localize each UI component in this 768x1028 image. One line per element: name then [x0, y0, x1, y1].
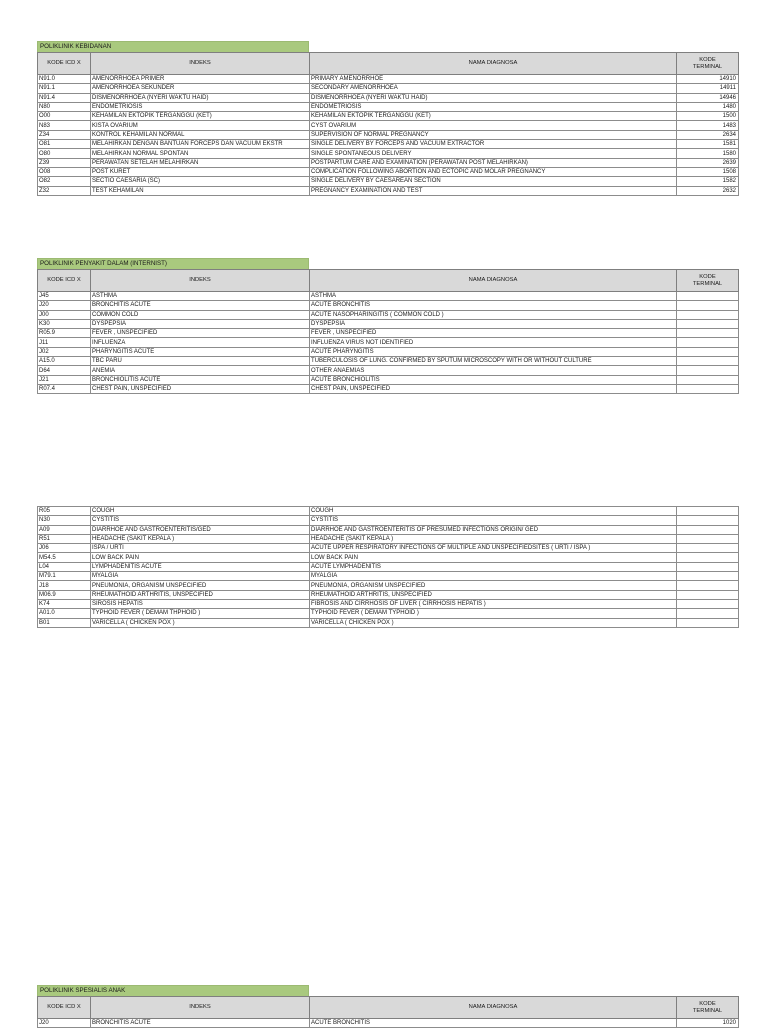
cell-nama-diagnosa: CYSTITIS: [310, 516, 677, 525]
cell-nama-diagnosa: ACUTE UPPER RESPIRATORY INFECTIONS OF MULTIPLE AND UNSPECIFIEDSITES ( URTI / ISPA ): [310, 544, 677, 553]
table-row: [38, 534, 739, 543]
cell-kode-terminal: [677, 562, 739, 571]
cell-kode-icd: Z39: [38, 158, 91, 167]
col-header-kode-terminal: KODE TERMINAL: [677, 53, 739, 75]
cell-indeks: MELAHIRKAN NORMAL SPONTAN: [91, 149, 310, 158]
cell-nama-diagnosa: ACUTE BRONCHITIS: [310, 1019, 677, 1028]
cell-indeks: VARICELLA ( CHICKEN POX ): [91, 618, 310, 627]
cell-indeks: KISTA OVARIUM: [91, 121, 310, 130]
cell-indeks: PNEUMONIA, ORGANISM UNSPECIFIED: [91, 581, 310, 590]
table-row: [38, 618, 739, 627]
cell-nama-diagnosa: HEADACHE (SAKIT KEPALA ): [310, 534, 677, 543]
cell-indeks: CYSTITIS: [91, 516, 310, 525]
cell-indeks: BRONCHITIS ACUTE: [91, 1019, 310, 1028]
cell-indeks: AMENORRHOEA SEKUNDER: [91, 84, 310, 93]
cell-kode-icd: Z32: [38, 186, 91, 195]
section-penyakit-dalam-continued: [37, 506, 739, 628]
cell-indeks: INFLUENZA: [91, 338, 310, 347]
cell-indeks: BRONCHIOLITIS ACUTE: [91, 375, 310, 384]
cell-indeks: DYSPEPSIA: [91, 319, 310, 328]
cell-nama-diagnosa: CHEST PAIN, UNSPECIFIED: [310, 384, 677, 393]
header-row: [38, 997, 739, 1019]
cell-kode-terminal: [677, 516, 739, 525]
cell-kode-icd: O82: [38, 177, 91, 186]
cell-nama-diagnosa: INFLUENZA VIRUS NOT IDENTIFIED: [310, 338, 677, 347]
cell-kode-icd: J02: [38, 347, 91, 356]
cell-kode-icd: A01.0: [38, 609, 91, 618]
table-row: [38, 572, 739, 581]
cell-kode-terminal: [677, 525, 739, 534]
cell-nama-diagnosa: SUPERVISION OF NORMAL PREGNANCY: [310, 130, 677, 139]
cell-kode-icd: N91.4: [38, 93, 91, 102]
table-row: [38, 130, 739, 139]
section-title: POLIKLINIK PENYAKIT DALAM (INTERNIST): [37, 258, 309, 269]
table-row: [38, 590, 739, 599]
col-header-nama-diagnosa: NAMA DIAGNOSA: [310, 997, 677, 1019]
table-row: [38, 357, 739, 366]
cell-nama-diagnosa: FEVER , UNSPECIFIED: [310, 329, 677, 338]
table-row: [38, 338, 739, 347]
cell-kode-terminal: 1580: [677, 149, 739, 158]
cell-kode-icd: N80: [38, 102, 91, 111]
cell-kode-icd: R51: [38, 534, 91, 543]
cell-kode-terminal: [677, 319, 739, 328]
cell-kode-terminal: [677, 375, 739, 384]
header-row: [38, 270, 739, 292]
col-header-indeks: INDEKS: [91, 997, 310, 1019]
table-row: [38, 553, 739, 562]
cell-kode-icd: M06.9: [38, 590, 91, 599]
cell-indeks: PERAWATAN SETELAH MELAHIRKAN: [91, 158, 310, 167]
cell-kode-terminal: [677, 534, 739, 543]
cell-kode-terminal: [677, 366, 739, 375]
cell-kode-terminal: [677, 357, 739, 366]
cell-indeks: HEADACHE (SAKIT KEPALA ): [91, 534, 310, 543]
cell-kode-icd: J20: [38, 301, 91, 310]
table-row: [38, 384, 739, 393]
cell-kode-terminal: 1581: [677, 140, 739, 149]
cell-indeks: LYMPHADENITIS ACUTE: [91, 562, 310, 571]
cell-kode-icd: J20: [38, 1019, 91, 1028]
cell-kode-icd: J18: [38, 581, 91, 590]
cell-nama-diagnosa: PRIMARY AMENORRHOE: [310, 75, 677, 84]
cell-nama-diagnosa: FIBROSIS AND CIRRHOSIS OF LIVER ( CIRRHOSIS HEPATIS ): [310, 599, 677, 608]
table-row: [38, 292, 739, 301]
cell-nama-diagnosa: PREGNANCY EXAMINATION AND TEST: [310, 186, 677, 195]
cell-indeks: MELAHIRKAN DENGAN BANTUAN FORCEPS DAN VACUUM EKSTR: [91, 140, 310, 149]
cell-indeks: COUGH: [91, 507, 310, 516]
cell-indeks: FEVER , UNSPECIFIED: [91, 329, 310, 338]
cell-kode-icd: L04: [38, 562, 91, 571]
cell-nama-diagnosa: COUGH: [310, 507, 677, 516]
cell-kode-terminal: [677, 572, 739, 581]
table-row: [38, 507, 739, 516]
cell-indeks: KEHAMILAN EKTOPIK TERGANGGU (KET): [91, 112, 310, 121]
cell-kode-icd: N83: [38, 121, 91, 130]
cell-kode-icd: B01: [38, 618, 91, 627]
table-row: [38, 599, 739, 608]
section-spesialis-anak: [37, 985, 739, 1028]
cell-nama-diagnosa: ENDOMETRIOSIS: [310, 102, 677, 111]
table-row: [38, 149, 739, 158]
table-row: [38, 140, 739, 149]
cell-kode-terminal: [677, 301, 739, 310]
cell-nama-diagnosa: ACUTE BRONCHITIS: [310, 301, 677, 310]
cell-indeks: SIROSIS HEPATIS: [91, 599, 310, 608]
table-row: [38, 1019, 739, 1028]
cell-kode-terminal: 1582: [677, 177, 739, 186]
cell-indeks: COMMON COLD: [91, 310, 310, 319]
section-kebidanan: [37, 41, 739, 196]
table-row: [38, 158, 739, 167]
table-row: [38, 347, 739, 356]
cell-kode-icd: J06: [38, 544, 91, 553]
col-header-kode-icd: KODE ICD X: [38, 997, 91, 1019]
cell-kode-terminal: 2639: [677, 158, 739, 167]
cell-indeks: PHARYNGITIS ACUTE: [91, 347, 310, 356]
cell-indeks: DIARRHOE AND GASTROENTERITIS/GED: [91, 525, 310, 534]
col-header-kode-icd: KODE ICD X: [38, 53, 91, 75]
cell-kode-icd: M54.5: [38, 553, 91, 562]
cell-kode-terminal: [677, 618, 739, 627]
col-header-nama-diagnosa: NAMA DIAGNOSA: [310, 53, 677, 75]
cell-nama-diagnosa: DISMENORRHOEA (NYERI WAKTU HAID): [310, 93, 677, 102]
cell-nama-diagnosa: KEHAMILAN EKTOPIK TERGANGGU (KET): [310, 112, 677, 121]
cell-kode-terminal: [677, 590, 739, 599]
cell-kode-icd: O80: [38, 149, 91, 158]
table-row: [38, 75, 739, 84]
cell-indeks: DISMENORRHOEA (NYERI WAKTU HAID): [91, 93, 310, 102]
table-row: [38, 366, 739, 375]
cell-indeks: ANEMIA: [91, 366, 310, 375]
cell-kode-terminal: [677, 329, 739, 338]
cell-nama-diagnosa: TUBERCULOSIS OF LUNG. CONFIRMED BY SPUTUM MICROSCOPY WITH OR WITHOUT CULTURE: [310, 357, 677, 366]
cell-nama-diagnosa: SINGLE DELIVERY BY FORCEPS AND VACUUM EXTRACTOR: [310, 140, 677, 149]
diagnosis-table: [37, 269, 739, 394]
cell-kode-terminal: [677, 599, 739, 608]
cell-indeks: TBC PARU: [91, 357, 310, 366]
table-row: [38, 167, 739, 176]
cell-kode-icd: N91.0: [38, 75, 91, 84]
cell-kode-icd: J45: [38, 292, 91, 301]
diagnosis-table: [37, 996, 739, 1028]
table-row: [38, 102, 739, 111]
cell-nama-diagnosa: ACUTE BRONCHIOLITIS: [310, 375, 677, 384]
table-row: [38, 581, 739, 590]
table-row: [38, 84, 739, 93]
table-row: [38, 186, 739, 195]
cell-kode-icd: Z34: [38, 130, 91, 139]
cell-indeks: TEST KEHAMILAN: [91, 186, 310, 195]
cell-kode-terminal: [677, 581, 739, 590]
cell-kode-terminal: 14910: [677, 75, 739, 84]
section-penyakit-dalam: [37, 258, 739, 394]
cell-kode-terminal: [677, 310, 739, 319]
cell-kode-terminal: 2632: [677, 186, 739, 195]
table-row: [38, 301, 739, 310]
col-header-indeks: INDEKS: [91, 270, 310, 292]
diagnosis-table: [37, 52, 739, 196]
cell-nama-diagnosa: VARICELLA ( CHICKEN POX ): [310, 618, 677, 627]
table-row: [38, 319, 739, 328]
table-row: [38, 177, 739, 186]
cell-kode-icd: K74: [38, 599, 91, 608]
cell-nama-diagnosa: COMPLICATION FOLLOWING ABORTION AND ECTOPIC AND MOLAR PREGNANCY: [310, 167, 677, 176]
diagnosis-table: [37, 506, 739, 628]
cell-kode-terminal: [677, 347, 739, 356]
table-row: [38, 516, 739, 525]
cell-kode-icd: J21: [38, 375, 91, 384]
cell-nama-diagnosa: TYPHOID FEVER ( DEMAM TYPHOID ): [310, 609, 677, 618]
cell-nama-diagnosa: ASTHMA: [310, 292, 677, 301]
cell-kode-icd: O00: [38, 112, 91, 121]
cell-indeks: MYALGIA: [91, 572, 310, 581]
cell-nama-diagnosa: POSTPARTUM CARE AND EXAMINATION (PERAWATAN POST MELAHIRKAN): [310, 158, 677, 167]
cell-kode-terminal: [677, 338, 739, 347]
table-row: [38, 121, 739, 130]
cell-nama-diagnosa: ACUTE PHARYNGITIS: [310, 347, 677, 356]
cell-kode-terminal: 1020: [677, 1019, 739, 1028]
table-row: [38, 562, 739, 571]
cell-kode-terminal: [677, 553, 739, 562]
cell-kode-icd: R05: [38, 507, 91, 516]
col-header-indeks: INDEKS: [91, 53, 310, 75]
cell-indeks: TYPHOID FEVER ( DEMAM THPHOID ): [91, 609, 310, 618]
cell-kode-icd: R07.4: [38, 384, 91, 393]
section-title: POLIKLINIK SPESIALIS ANAK: [37, 985, 309, 996]
col-header-nama-diagnosa: NAMA DIAGNOSA: [310, 270, 677, 292]
cell-kode-icd: A15.0: [38, 357, 91, 366]
cell-kode-icd: A09: [38, 525, 91, 534]
table-row: [38, 310, 739, 319]
cell-indeks: AMENORRHOEA PRIMER: [91, 75, 310, 84]
cell-nama-diagnosa: SECONDARY AMENORRHOEA: [310, 84, 677, 93]
cell-nama-diagnosa: LOW BACK PAIN: [310, 553, 677, 562]
cell-indeks: KONTROL KEHAMILAN NORMAL: [91, 130, 310, 139]
cell-indeks: LOW BACK PAIN: [91, 553, 310, 562]
cell-kode-terminal: 2634: [677, 130, 739, 139]
cell-nama-diagnosa: ACUTE LYMPHADENITIS: [310, 562, 677, 571]
cell-nama-diagnosa: PNEUMONIA, ORGANISM UNSPECIFIED: [310, 581, 677, 590]
cell-indeks: SECTIO CAESARIA (SC): [91, 177, 310, 186]
cell-nama-diagnosa: ACUTE NASOPHARINGITIS ( COMMON COLD ): [310, 310, 677, 319]
cell-kode-icd: J11: [38, 338, 91, 347]
cell-kode-terminal: 1480: [677, 102, 739, 111]
cell-nama-diagnosa: DYSPEPSIA: [310, 319, 677, 328]
cell-indeks: POST KURET: [91, 167, 310, 176]
cell-nama-diagnosa: OTHER ANAEMIAS: [310, 366, 677, 375]
cell-kode-terminal: [677, 384, 739, 393]
table-row: [38, 329, 739, 338]
cell-indeks: CHEST PAIN, UNSPECIFIED: [91, 384, 310, 393]
cell-indeks: ENDOMETRIOSIS: [91, 102, 310, 111]
table-row: [38, 525, 739, 534]
cell-kode-icd: O81: [38, 140, 91, 149]
cell-kode-icd: K30: [38, 319, 91, 328]
cell-nama-diagnosa: MYALGIA: [310, 572, 677, 581]
cell-kode-terminal: 14911: [677, 84, 739, 93]
cell-kode-icd: M79.1: [38, 572, 91, 581]
table-row: [38, 93, 739, 102]
cell-kode-icd: R05.9: [38, 329, 91, 338]
cell-kode-icd: J00: [38, 310, 91, 319]
cell-nama-diagnosa: SINGLE SPONTANEOUS DELIVERY: [310, 149, 677, 158]
section-title: POLIKLINIK KEBIDANAN: [37, 41, 309, 52]
cell-kode-icd: D64: [38, 366, 91, 375]
header-row: [38, 53, 739, 75]
cell-kode-icd: O08: [38, 167, 91, 176]
cell-nama-diagnosa: RHEUMATHOID ARTHRITIS, UNSPECIFIED: [310, 590, 677, 599]
cell-kode-terminal: [677, 544, 739, 553]
col-header-kode-icd: KODE ICD X: [38, 270, 91, 292]
table-row: [38, 112, 739, 121]
cell-kode-terminal: [677, 609, 739, 618]
cell-nama-diagnosa: DIARRHOE AND GASTROENTERITIS OF PRESUMED INFECTIONS ORIGIN/ GED: [310, 525, 677, 534]
cell-kode-icd: N91.1: [38, 84, 91, 93]
col-header-kode-terminal: KODE TERMINAL: [677, 270, 739, 292]
cell-indeks: RHEUMATHOID ARTHRITIS, UNSPECIFIED: [91, 590, 310, 599]
cell-indeks: BRONCHITIS ACUTE: [91, 301, 310, 310]
cell-nama-diagnosa: SINGLE DELIVERY BY CAESAREAN SECTION: [310, 177, 677, 186]
cell-kode-terminal: 1500: [677, 112, 739, 121]
cell-nama-diagnosa: CYST OVARIUM: [310, 121, 677, 130]
cell-kode-terminal: 1483: [677, 121, 739, 130]
cell-kode-terminal: 1508: [677, 167, 739, 176]
table-row: [38, 375, 739, 384]
cell-kode-terminal: [677, 292, 739, 301]
cell-indeks: ISPA / URTI: [91, 544, 310, 553]
table-row: [38, 544, 739, 553]
cell-kode-icd: N30: [38, 516, 91, 525]
col-header-kode-terminal: KODE TERMINAL: [677, 997, 739, 1019]
cell-indeks: ASTHMA: [91, 292, 310, 301]
cell-kode-terminal: [677, 507, 739, 516]
cell-kode-terminal: 14946: [677, 93, 739, 102]
table-row: [38, 609, 739, 618]
